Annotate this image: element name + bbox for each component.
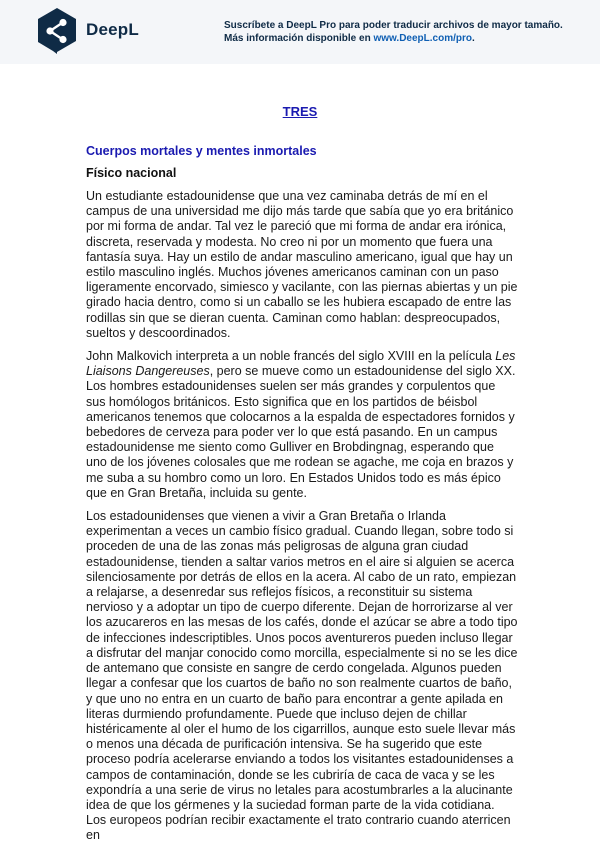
film-title: Les Liaisons Dangereuses xyxy=(86,349,516,379)
promo-line-1: Suscríbete a DeepL Pro para poder traducir archivos de mayor tamaño. xyxy=(224,20,563,31)
paragraph-1: Un estudiante estadounidense que una vez caminaba detrás de mí en el campus de una universidad me dijo más tarde que sabía que yo era británico por mi forma de andar. Tal vez le pareció que mi forma de andar era irónica, discreta, reservada y modesta. No creo ni por un momento que fuera una fantasía suya. Hay un estilo de andar masculino americano, igual que hay un estilo masculino inglés. Muchos jóvenes americanos caminan con un paso ligeramente encorvado, simiesco y vacilante, con las piernas abiertas y un pie girado hacia dentro, como si un caballo se les hubiera escapado de entre las rodillas sin que se dieran cuenta. Caminan como hablan: despreocupados, sueltos y descoordinados. xyxy=(86,189,518,340)
body-text xyxy=(86,189,518,844)
deepl-banner xyxy=(0,0,600,64)
paragraph-3: Los estadounidenses que vienen a vivir a Gran Bretaña o Irlanda experimentan a veces un cambio físico gradual. Cuando llegan, sobre todo si proceden de una de las zonas más peligrosas de alguna gran ciudad estadounidense, tienden a saltar varios metros en el aire si alguien se acerca silenciosamente por detrás de ellos en la acera. Al cabo de un rato, empiezan a relajarse, a desenredar sus reflejos físicos, a reconstituir su sistema nervioso y a adoptar un tipo de cuerpo diferente. Dejan de horrorizarse al ver los azucareros en las mesas de los cafés, donde el azúcar se abre a todo tipo de infecciones indescriptibles. Unos pocos aventureros pueden incluso llegar a disfrutar del manjar conocido como morcilla, especialmente si no se les dice de antemano que consiste en sangre de cerdo congelada. Algunos pueden llegar a confesar que los cuartos de baño no son realmente cuartos de baño, y que uno no entra en un cuarto de baño para encontrar a gente apilada en literas durmiendo profundamente. Puede que incluso dejen de chillar histéricamente al oler el humo de los cigarrillos, aunque esto suele llevar más o menos una década de purificación intensiva. Se ha sugerido que este proceso podría acelerarse enviando a todos los visitantes estadounidenses a campos de contaminación, donde se les cubriría de caca de vaca y se les expondría a una serie de virus no letales para acostumbrarles a la alucinante idea de que los gérmenes y la suciedad forman parte de la vida cotidiana. Los europeos podrían recibir exactamente el trato contrario cuando aterricen en xyxy=(86,509,518,843)
subsection-title: Físico nacional xyxy=(86,166,177,180)
promo-line-2 xyxy=(224,32,584,45)
section-title: Cuerpos mortales y mentes inmortales xyxy=(86,144,317,158)
paragraph-2-start: John Malkovich interpreta a un noble francés del siglo XVIII en la película xyxy=(86,349,496,364)
promo-line-2-prefix: Más información disponible en xyxy=(224,33,374,44)
deepl-logo-icon xyxy=(36,7,78,55)
brand-name: DeepL xyxy=(86,20,139,39)
paragraph-2 xyxy=(86,349,518,501)
promo-line-2-suffix: . xyxy=(472,33,475,44)
paragraph-2-end: , pero se mueve como un estadounidense del siglo XX. Los hombres estadounidenses suelen ser más grandes y corpulentos que sus homólogos británicos. Esto significa que en los partidos de béisbol americanos tenemos que colocarnos a la espalda de espectadores fornidos y bebedores de cerveza para poder ver lo que está pasando. En un campus estadounidense me siento como Gulliver en Brobdingnag, esperando que uno de los jóvenes colosales que me rodean se agache, me coja en brazos y me suba a su hombro como un loro. En Estados Unidos todo es más épico que en Gran Bretaña, incluida su gente. xyxy=(86,364,516,500)
chapter-heading[interactable]: TRES xyxy=(282,104,318,119)
promo-link[interactable]: www.DeepL.com/pro xyxy=(373,33,472,44)
promo-text xyxy=(224,19,584,45)
